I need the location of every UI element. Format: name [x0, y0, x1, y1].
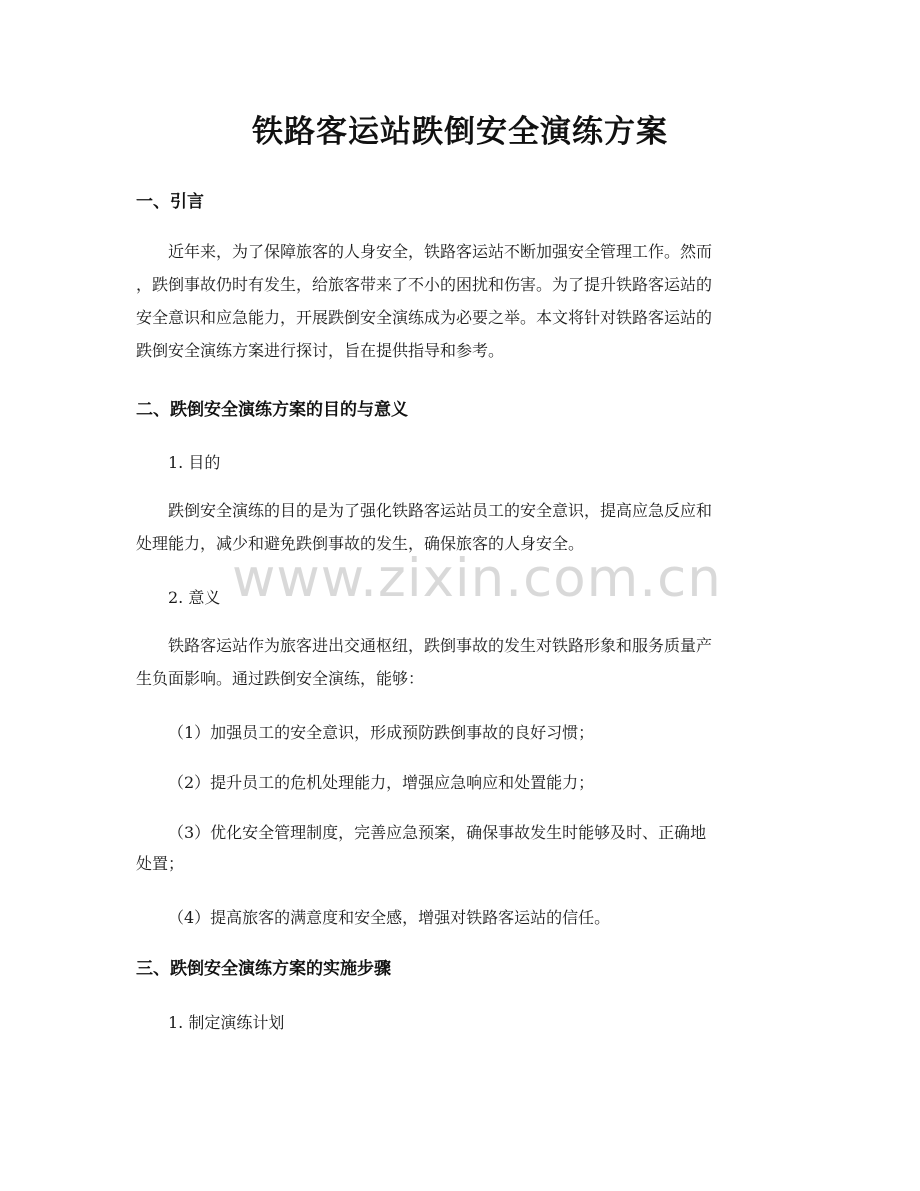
- subheading-plan: 1. 制定演练计划: [168, 1013, 285, 1032]
- list-item-continuation: 处置；: [136, 854, 185, 873]
- list-item: （1）加强员工的安全意识，形成预防跌倒事故的良好习惯；: [168, 723, 595, 742]
- section-heading-intro: 一、引言: [136, 192, 204, 212]
- document-title: 铁路客运站跌倒安全演练方案: [252, 114, 668, 150]
- list-item: （2）提升员工的危机处理能力，增强应急响应和处置能力；: [168, 773, 595, 792]
- paragraph-line: 安全意识和应急能力，开展跌倒安全演练成为必要之举。本文将针对铁路客运站的: [136, 308, 713, 327]
- paragraph-line: ，跌倒事故仍时有发生，给旅客带来了不小的困扰和伤害。为了提升铁路客运站的: [136, 275, 713, 294]
- watermark: www.zixin.com.cn: [232, 548, 722, 609]
- section-heading-steps: 三、跌倒安全演练方案的实施步骤: [136, 959, 391, 979]
- significance-paragraph: [136, 629, 786, 695]
- paragraph-line: 生负面影响。通过跌倒安全演练，能够：: [136, 669, 425, 688]
- subheading-goal: 1. 目的: [168, 453, 221, 472]
- list-item: （4）提高旅客的满意度和安全感，增强对铁路客运站的信任。: [168, 908, 611, 927]
- paragraph-line: 近年来，为了保障旅客的人身安全，铁路客运站不断加强安全管理工作。然而: [168, 242, 713, 261]
- section-heading-purpose: 二、跌倒安全演练方案的目的与意义: [136, 400, 408, 420]
- paragraph-line: 跌倒安全演练方案进行探讨，旨在提供指导和参考。: [136, 341, 505, 360]
- list-item: （3）优化安全管理制度，完善应急预案，确保事故发生时能够及时、正确地: [168, 823, 707, 842]
- goal-paragraph: [136, 494, 786, 560]
- intro-paragraph: [136, 235, 786, 367]
- paragraph-line: 跌倒安全演练的目的是为了强化铁路客运站员工的安全意识，提高应急反应和: [168, 501, 713, 520]
- paragraph-line: 处理能力，减少和避免跌倒事故的发生，确保旅客的人身安全。: [136, 534, 585, 553]
- paragraph-line: 铁路客运站作为旅客进出交通枢纽，跌倒事故的发生对铁路形象和服务质量产: [168, 636, 713, 655]
- subheading-significance: 2. 意义: [168, 588, 221, 607]
